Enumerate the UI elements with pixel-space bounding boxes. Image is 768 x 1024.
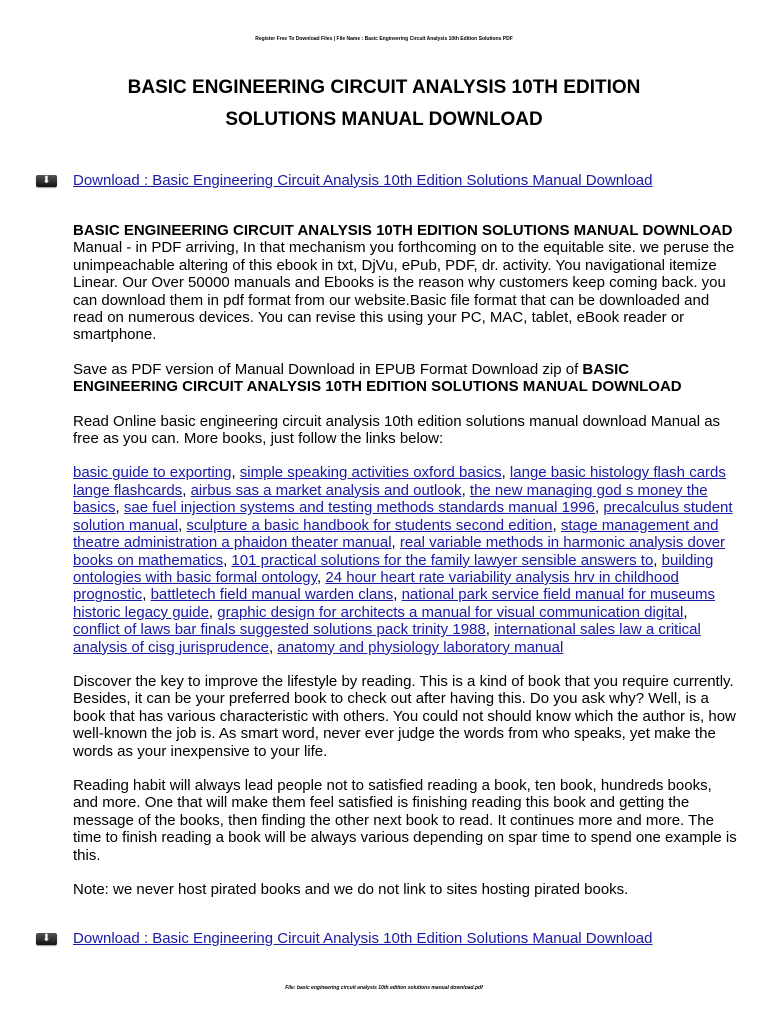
download-row-bottom [36,929,736,951]
book-link[interactable]: simple speaking activities oxford basics [239,464,502,482]
download-icon[interactable]: ⬇ [36,933,57,945]
save-text: Save as PDF version of Manual Download in EPUB Format Download zip of [73,360,583,378]
book-link[interactable]: airbus sas a market analysis and outlook [190,481,462,499]
header-note: Register Free To Download Files | File Name : Basic Engineering Circuit Analysis 10th Edition Solutions PDF [255,36,513,42]
intro-paragraph [73,222,737,344]
book-link[interactable]: real variable methods in harmonic analysis dover books on mathematics [73,534,726,569]
book-link[interactable]: basic guide to exporting [73,464,232,482]
download-row-top [36,171,736,193]
reading-paragraph: Reading habit will always lead people not to satisfied reading a book, ten book, hundreds books, and more. One that will make them feel satisfied is finishing reading this book and getting the message of the books, then finding the other next book to read. It continues more and more. The time to finish reading a book will be always various depending on spar time to spend one example is this. [73,776,737,864]
title-line-2: SOLUTIONS MANUAL DOWNLOAD [225,109,543,130]
download-link-top[interactable]: Download : Basic Engineering Circuit Analysis 10th Edition Solutions Manual Download [73,172,653,189]
book-link[interactable]: conflict of laws bar finals suggested solutions pack trinity 1988 [73,621,486,639]
book-link[interactable]: lange basic histology flash cards lange flashcards [73,464,726,499]
book-link[interactable]: stage management and theatre administration a phaidon theater manual [73,516,719,552]
book-link[interactable]: sae fuel injection systems and testing methods standards manual 1996 [123,499,595,517]
book-link[interactable]: 101 practical solutions for the family lawyer sensible answers to [231,551,654,569]
book-link[interactable]: building ontologies with basic formal ontology [73,551,714,586]
read-online-paragraph: Read Online basic engineering circuit analysis 10th edition solutions manual download Manual as free as you can. More books, just follow the links below: [73,412,721,448]
save-bold: BASIC ENGINEERING CIRCUIT ANALYSIS 10TH EDITION SOLUTIONS MANUAL DOWNLOAD [73,360,682,396]
intro-text: Manual - in PDF arriving, In that mechanism you forthcoming on to the equitable site. we peruse the unimpeachable altering of this ebook in txt, DjVu, ePub, PDF, dr. activity. You navigational itemize Linear. Our Over 50000 manuals and Ebooks is the reason why customers keep coming back. you can download them in pdf format from our website.Basic file format that can be downloaded and read on numerous devices. You can revise this using your PC, MAC, tablet, eBook reader or smartphone. [73,239,735,344]
book-link[interactable]: anatomy and physiology laboratory manual [277,638,564,656]
book-link[interactable]: precalculus student solution manual [73,499,733,534]
download-icon[interactable]: ⬇ [36,175,57,187]
book-link[interactable]: sculpture a basic handbook for students second edition [186,516,553,534]
title-line-1: BASIC ENGINEERING CIRCUIT ANALYSIS 10TH EDITION [127,77,641,98]
main-content [73,222,737,915]
book-link[interactable]: international sales law a critical analysis of cisg jurisprudence [73,621,701,656]
download-link-bottom[interactable]: Download : Basic Engineering Circuit Analysis 10th Edition Solutions Manual Download [73,930,653,947]
intro-bold: BASIC ENGINEERING CIRCUIT ANALYSIS 10TH EDITION SOLUTIONS MANUAL DOWNLOAD [73,222,733,239]
page-title [40,72,728,136]
book-link[interactable]: 24 hour heart rate variability analysis hrv in childhood prognostic [73,568,679,604]
discover-paragraph: Discover the key to improve the lifestyle by reading. This is a kind of book that you require currently. Besides, it can be your preferred book to check out after having this. Do you ask why? Well, is a book that has various characteristic with others. You could not should know which the author is, how well-known the job is. As smart word, never ever judge the words from who speaks, yet make the words as your inexpensive to your life. [73,672,736,760]
footer-note: File: basic engineering circuit analysis 10th edition solutions manual download.pdf [285,985,483,991]
book-link[interactable]: graphic design for architects a manual for visual communication digital [217,603,684,621]
note-paragraph: Note: we never host pirated books and we do not link to sites hosting pirated books. [73,881,629,898]
book-link[interactable]: the new managing god s money the basics [73,481,708,517]
book-link[interactable]: national park service field manual for museums historic legacy guide [73,586,716,621]
book-link[interactable]: battletech field manual warden clans [150,586,394,604]
save-paragraph [73,361,737,396]
book-links-list: basic guide to exporting, simple speaking activities oxford basics, lange basic histology flash cards lange flashcards, airbus sas a market analysis and outlook, the new managing god s money the basics, sae fuel injection systems and testing methods standards manual 1996, precalculus student solution manual, sculpture a basic handbook for students second edition, stage management and theatre administration a phaidon theater manual, real variable methods in harmonic analysis dover books on mathematics, 101 practical solutions for the family lawyer sensible answers to, building ontologies with basic formal ontology, 24 hour heart rate variability analysis hrv in childhood prognostic, battletech field manual warden clans, national park service field manual for museums historic legacy guide, graphic design for architects a manual for visual communication digital, conflict of laws bar finals suggested solutions pack trinity 1988, international sales law a critical analysis of cisg jurisprudence, anatomy and physiology laboratory manual [73,464,733,656]
